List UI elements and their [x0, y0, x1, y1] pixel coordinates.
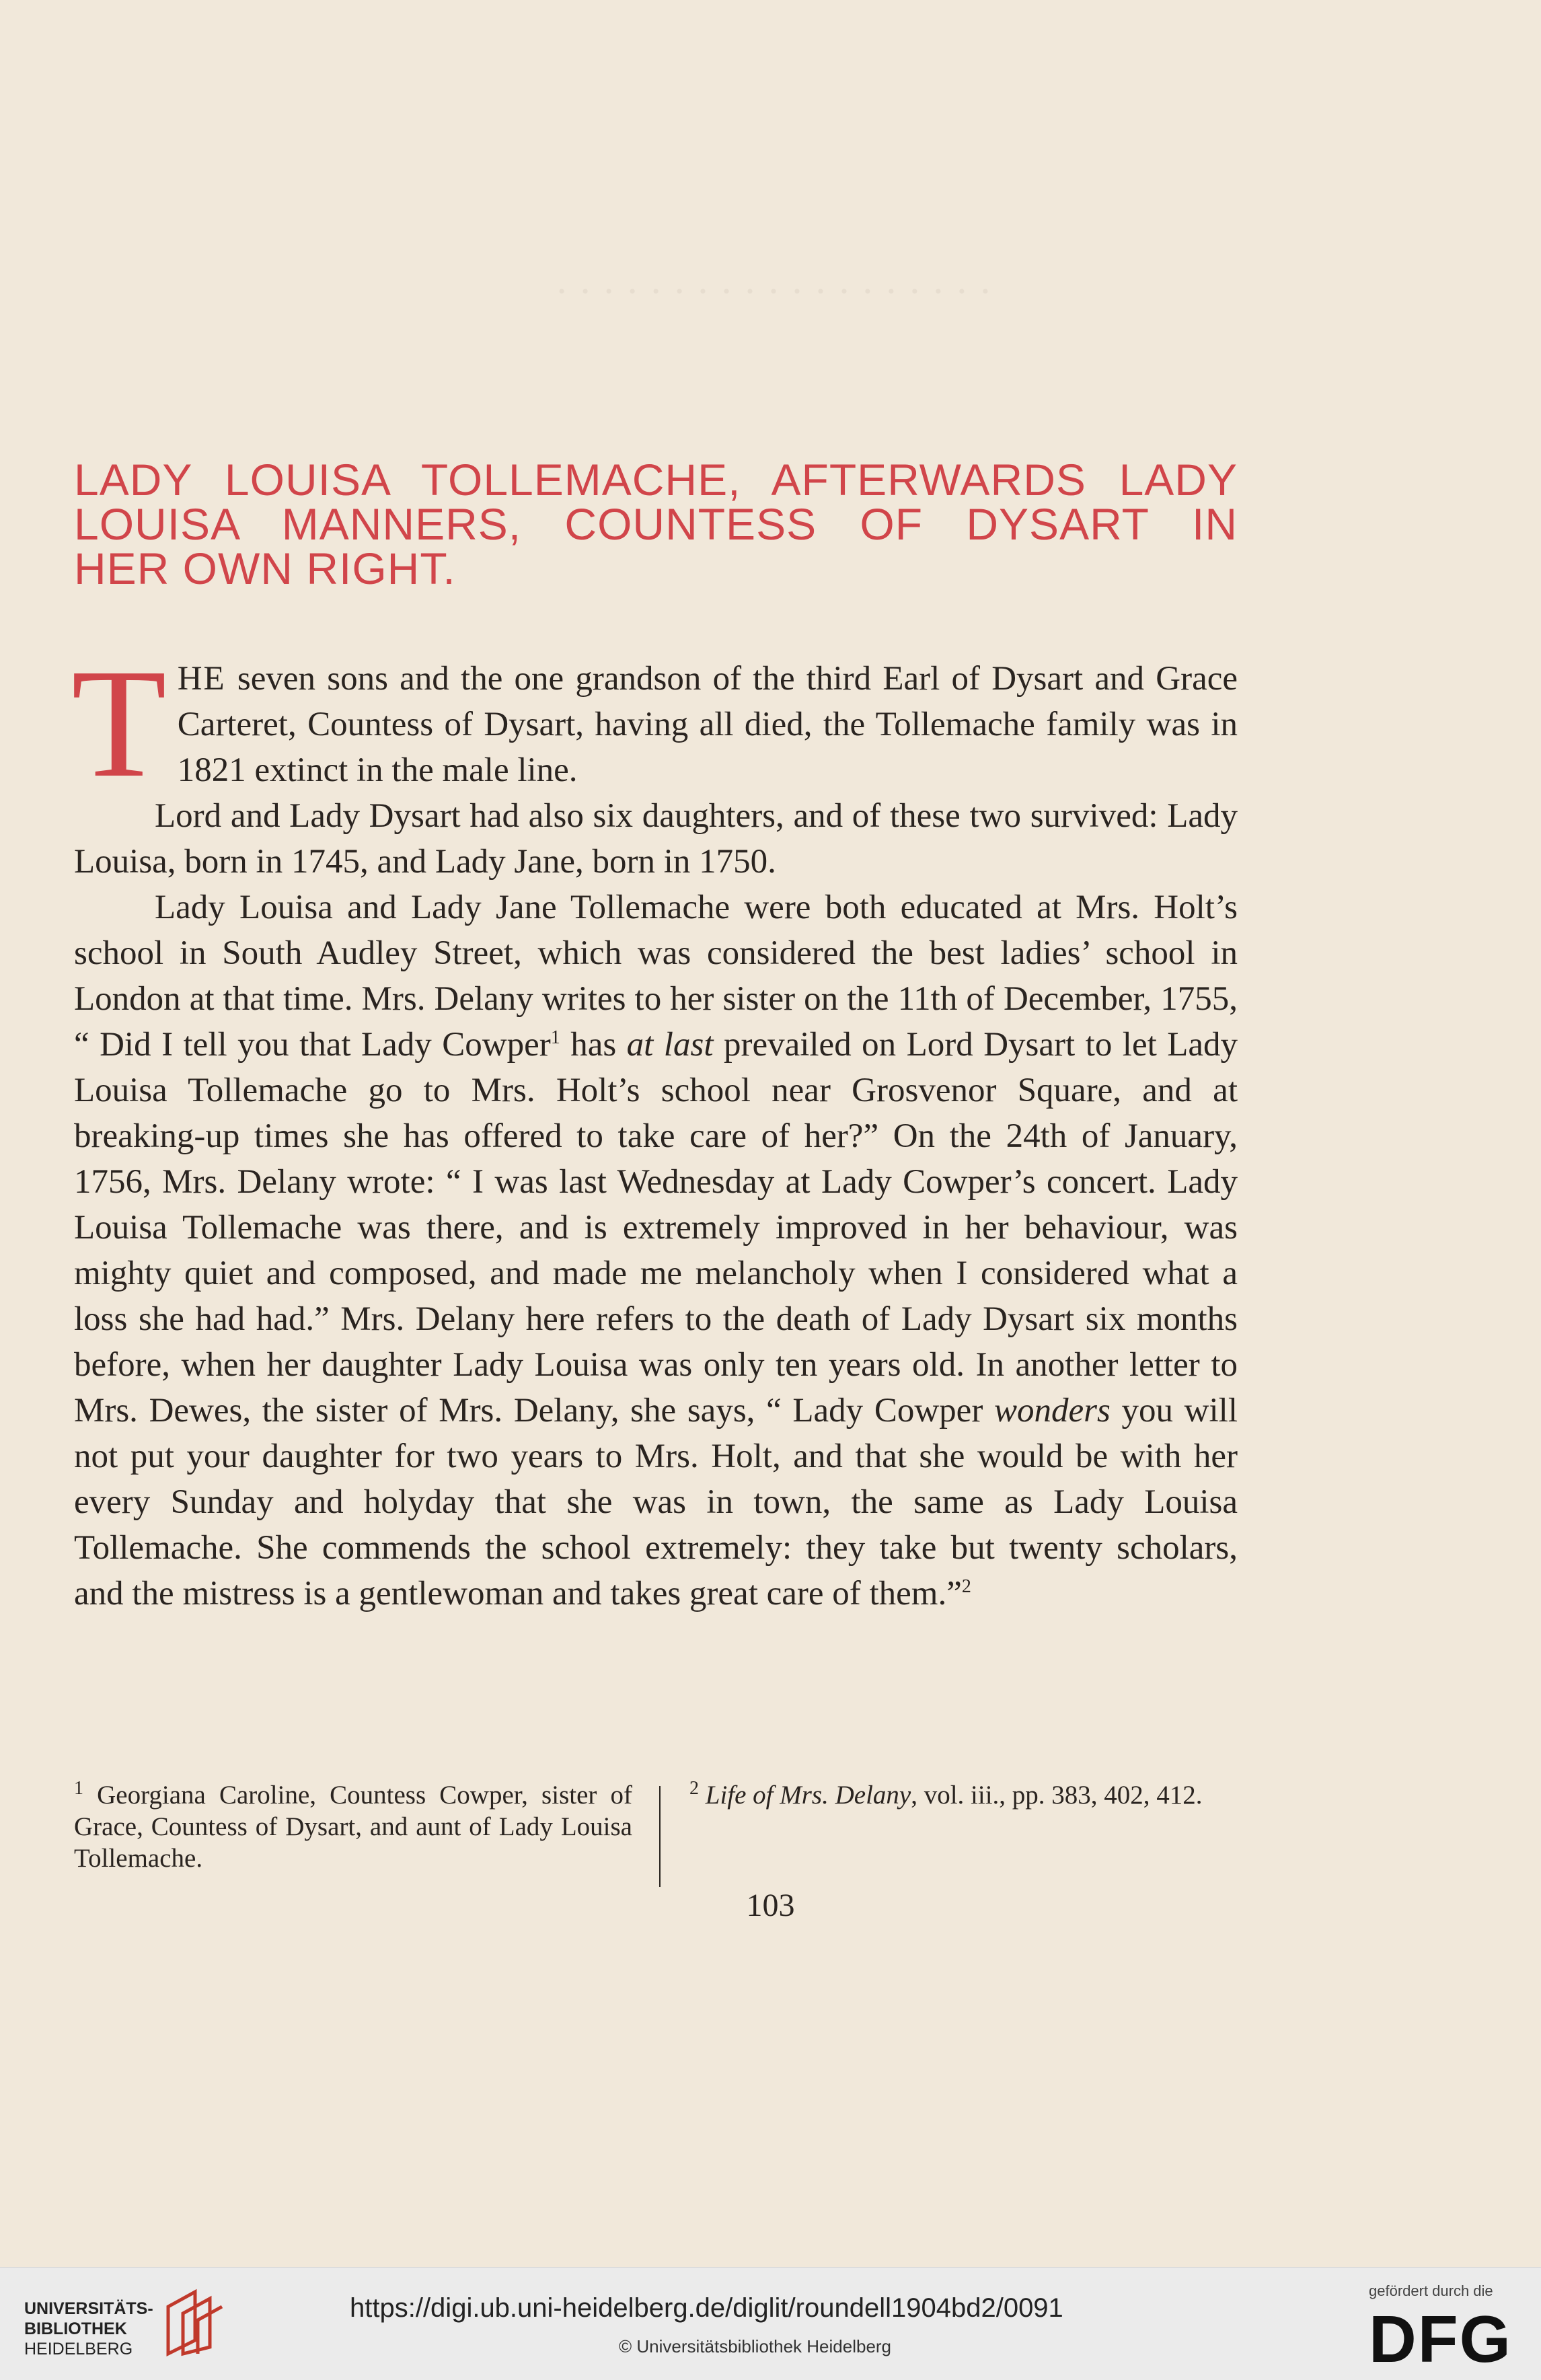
title-line-2: LOUISA MANNERS, COUNTESS OF DYSART IN — [74, 499, 1238, 549]
footnote-2 — [689, 1779, 1238, 1811]
body-text — [71, 637, 1238, 1616]
footnote-ref-1: 1 — [550, 1027, 560, 1048]
lead-caps: HE — [177, 660, 226, 698]
paragraph-1-text: seven sons and the one grandson of the third Earl of Dysart and Grace Carteret, Countess of Dysart, having all died, the Tollemache family was in 1821 extinct in the male line. — [177, 660, 1238, 789]
paragraph-1 — [71, 637, 1238, 810]
footnote-divider — [659, 1786, 661, 1887]
title-line-1: LADY LOUISA TOLLEMACHE, AFTERWARDS LADY — [74, 455, 1238, 505]
institution-name[interactable] — [24, 2299, 153, 2359]
paragraph-3 — [74, 885, 1238, 1616]
emphasis-at-last: at last — [626, 1026, 714, 1064]
paragraph-3-part-d: you will not put your daughter for two years to Mrs. Holt, and that she would be with her every Sunday and holyday that she was in town, the same as Lady Louisa Tollemache. She commends the school extremely: they take but twenty scholars, and the mistress is a gentlewoman and takes great care of them.” — [74, 1392, 1238, 1612]
permalink-url[interactable]: https://digi.ub.uni-heidelberg.de/diglit/roundell1904bd2/0091 — [350, 2293, 1063, 2323]
ub-heidelberg-logo-icon[interactable] — [155, 2286, 229, 2360]
paragraph-3-part-b: has — [560, 1026, 627, 1064]
footnote-2-text: , vol. iii., pp. 383, 402, 412. — [911, 1781, 1203, 1810]
drop-cap: T — [71, 637, 167, 810]
institution-line-2: BIBLIOTHEK — [24, 2319, 127, 2338]
paragraph-2: Lord and Lady Dysart had also six daughters, and of these two survived: Lady Louisa, born in 1745, and Lady Jane, born in 1750. — [74, 797, 1238, 881]
footnote-ref-2: 2 — [961, 1576, 971, 1597]
viewer-footer — [0, 2267, 1541, 2380]
footnote-1 — [74, 1779, 632, 1874]
funding-note: gefördert durch die — [1369, 2282, 1493, 2299]
title-line-3: HER OWN RIGHT. — [74, 544, 456, 593]
footnote-2-mark: 2 — [689, 1778, 699, 1799]
emphasis-wonders: wonders — [993, 1392, 1111, 1429]
footnote-1-mark: 1 — [74, 1778, 83, 1799]
footnote-1-text: Georgiana Caroline, Countess Cowper, sister of Grace, Countess of Dysart, and aunt of Lady Louisa Tollemache. — [74, 1781, 632, 1873]
copyright-notice: © Universitätsbibliothek Heidelberg — [619, 2336, 892, 2356]
page-number: 103 — [746, 1888, 795, 1923]
institution-line-3: HEIDELBERG — [24, 2340, 133, 2358]
bleed-through-texture: · · · · · · · · · · · · · · · · · · · — [555, 269, 992, 313]
footnote-2-title: Life of Mrs. Delany — [705, 1781, 911, 1810]
paragraph-3-part-c: prevailed on Lord Dysart to let Lady Louisa Tollemache go to Mrs. Holt’s school near Grosvenor Square, and at breaking-up times she has offered to take care of her?” On the 24th of January, 1756, Mrs. Delany wrote: “ I was last Wednesday at Lady Cowper’s concert. Lady Louisa Tollemache was there, and is extremely improved in her behaviour, was mighty quiet and composed, and made me melancholy when I considered what a loss she had had.” Mrs. Delany here refers to the death of Lady Dysart six months before, when her daughter Lady Louisa was only ten years old. In another letter to Mrs. Dewes, the sister of Mrs. Delany, she says, “ Lady Cowper — [74, 1026, 1238, 1429]
chapter-title — [74, 457, 1238, 591]
institution-line-1: UNIVERSITÄTS- — [24, 2299, 153, 2318]
paragraph-3-part-a: Lady Louisa and Lady Jane Tollemache were both educated at Mrs. Holt’s school in South Audley Street, which was considered the best ladies’ school in London at that time. Mrs. Delany writes to her sister on the 11th of December, 1755, “ Did I tell you that Lady Cowper — [74, 889, 1238, 1064]
dfg-logo[interactable]: DFG — [1369, 2302, 1512, 2376]
